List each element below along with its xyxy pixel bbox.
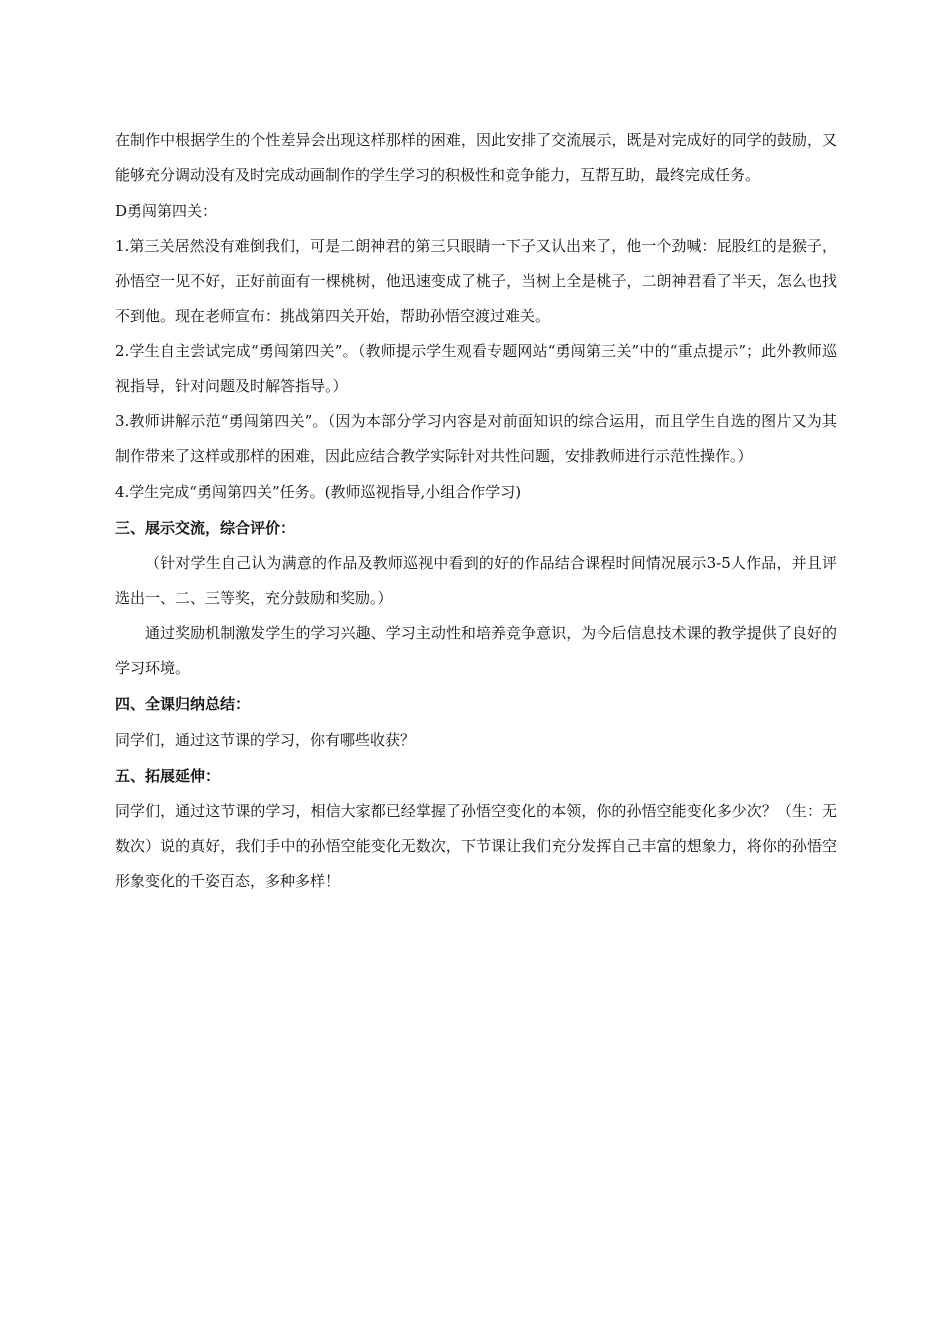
heading-section-3: 三、展示交流，综合评价： (115, 519, 296, 537)
paragraph-step-3: 3.教师讲解示范“勇闯第四关”。（因为本部分学习内容是对前面知识的综合运用，而且学生自选的图片又为其制作带来了这样或那样的困难，因此应结合教学实际针对共性问题，安排教师进行示范性操作。） (115, 412, 837, 465)
section-title-level-four: D勇闯第四关： (115, 202, 218, 220)
paragraph-extension: 同学们，通过这节课的学习，相信大家都已经掌握了孙悟空变化的本领，你的孙悟空能变化多少次？（生：无数次）说的真好，我们手中的孙悟空能变化无数次，下节课让我们充分发挥自己丰富的想象力，将你的孙悟空形象变化的千姿百态，多种多样！ (115, 802, 837, 890)
paragraph-intro: 在制作中根据学生的个性差异会出现这样那样的困难，因此安排了交流展示，既是对完成好的同学的鼓励，又能够充分调动没有及时完成动画制作的学生学习的积极性和竞争能力，互帮互助，最终完成任务。 (115, 131, 837, 184)
heading-section-4: 四、全课归纳总结： (115, 695, 251, 713)
paragraph-step-4: 4.学生完成“勇闯第四关”任务。(教师巡视指导,小组合作学习) (115, 483, 522, 501)
paragraph-summary: 同学们，通过这节课的学习，你有哪些收获？ (115, 731, 416, 749)
paragraph-step-2: 2.学生自主尝试完成“勇闯第四关”。（教师提示学生观看专题网站“勇闯第三关”中的“重点提示”；此外教师巡视指导，针对问题及时解答指导。） (115, 342, 837, 395)
document-page (115, 123, 837, 899)
paragraph-showcase-note: （针对学生自己认为满意的作品及教师巡视中看到的好的作品结合课程时间情况展示3-5人作品，并且评选出一、二、三等奖，充分鼓励和奖励。） (115, 554, 837, 607)
paragraph-step-1: 1.第三关居然没有难倒我们，可是二朗神君的第三只眼睛一下子又认出来了，他一个劲喊：屁股红的是猴子，孙悟空一见不好，正好前面有一棵桃树，他迅速变成了桃子，当树上全是桃子，二朗神君看了半天，怎么也找不到他。现在老师宣布：挑战第四关开始，帮助孙悟空渡过难关。 (115, 237, 837, 325)
paragraph-reward-note: 通过奖励机制激发学生的学习兴趣、学习主动性和培养竞争意识，为今后信息技术课的教学提供了良好的学习环境。 (115, 624, 837, 677)
heading-section-5: 五、拓展延伸： (115, 767, 221, 785)
